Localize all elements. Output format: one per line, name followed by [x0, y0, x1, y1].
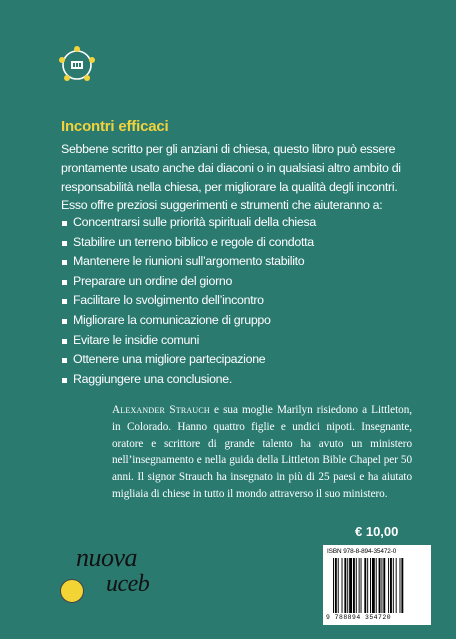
price-label: € 10,00: [355, 524, 399, 539]
benefits-list: [61, 213, 316, 389]
publisher-logo: [56, 543, 186, 615]
list-item: Facilitare lo svolgimento dell’incontro: [61, 291, 316, 311]
author-bio: [112, 402, 412, 503]
list-item: Evitare le insidie comuni: [61, 331, 316, 351]
bullet-lead-in: Esso offre preziosi suggerimenti e strumenti che aiuteranno a:: [61, 198, 383, 212]
isbn-label: ISBN 978-8-894-35472-0: [327, 548, 397, 555]
list-item: Migliorare la comunicazione di gruppo: [61, 311, 316, 331]
list-item: Ottenere una migliore partecipazione: [61, 350, 316, 370]
intro-paragraph: Sebbene scritto per gli anziani di chiesa, questo libro può essere prontamente usato anche dai diaconi o in qualsiasi altro ambito di responsabilità nella chiesa, per migliorare la qualità degli incontri.: [61, 142, 401, 194]
list-item: Concentrarsi sulle priorità spirituali della chiesa: [61, 213, 316, 233]
barcode-digits: 9 788894 354720: [326, 614, 392, 621]
publisher-name-line1: nuova: [76, 543, 138, 572]
publisher-seal-icon: [60, 579, 84, 603]
publisher-name-line2: uceb: [106, 571, 150, 597]
list-item: Mantenere le riunioni sull’argomento stabilito: [61, 252, 316, 272]
barcode-icon: [333, 558, 427, 613]
list-item: Raggiungere una conclusione.: [61, 370, 316, 390]
barcode-panel: [323, 545, 431, 625]
list-item: Preparare un ordine del giorno: [61, 272, 316, 292]
circle-dots-emblem-icon: [56, 44, 98, 86]
list-item: Stabilire un terreno biblico e regole di condotta: [61, 233, 316, 253]
book-section-title: Incontri efficaci: [61, 118, 169, 135]
author-bio-text: e sua moglie Marilyn risiedono a Littleton, in Colorado. Hanno quattro figlie e undici nipoti. Insegnante, oratore e scrittore di grande talento ha avuto un ministero nell’insegnamento e nella guida della Littleton Bible Chapel per 50 anni. Il signor Strauch ha insegnato in più di 25 paesi e ha aiutato migliaia di chiese in tutto il mondo attraverso il suo ministero.: [112, 404, 412, 500]
author-name: Alexander Strauch: [112, 404, 210, 416]
